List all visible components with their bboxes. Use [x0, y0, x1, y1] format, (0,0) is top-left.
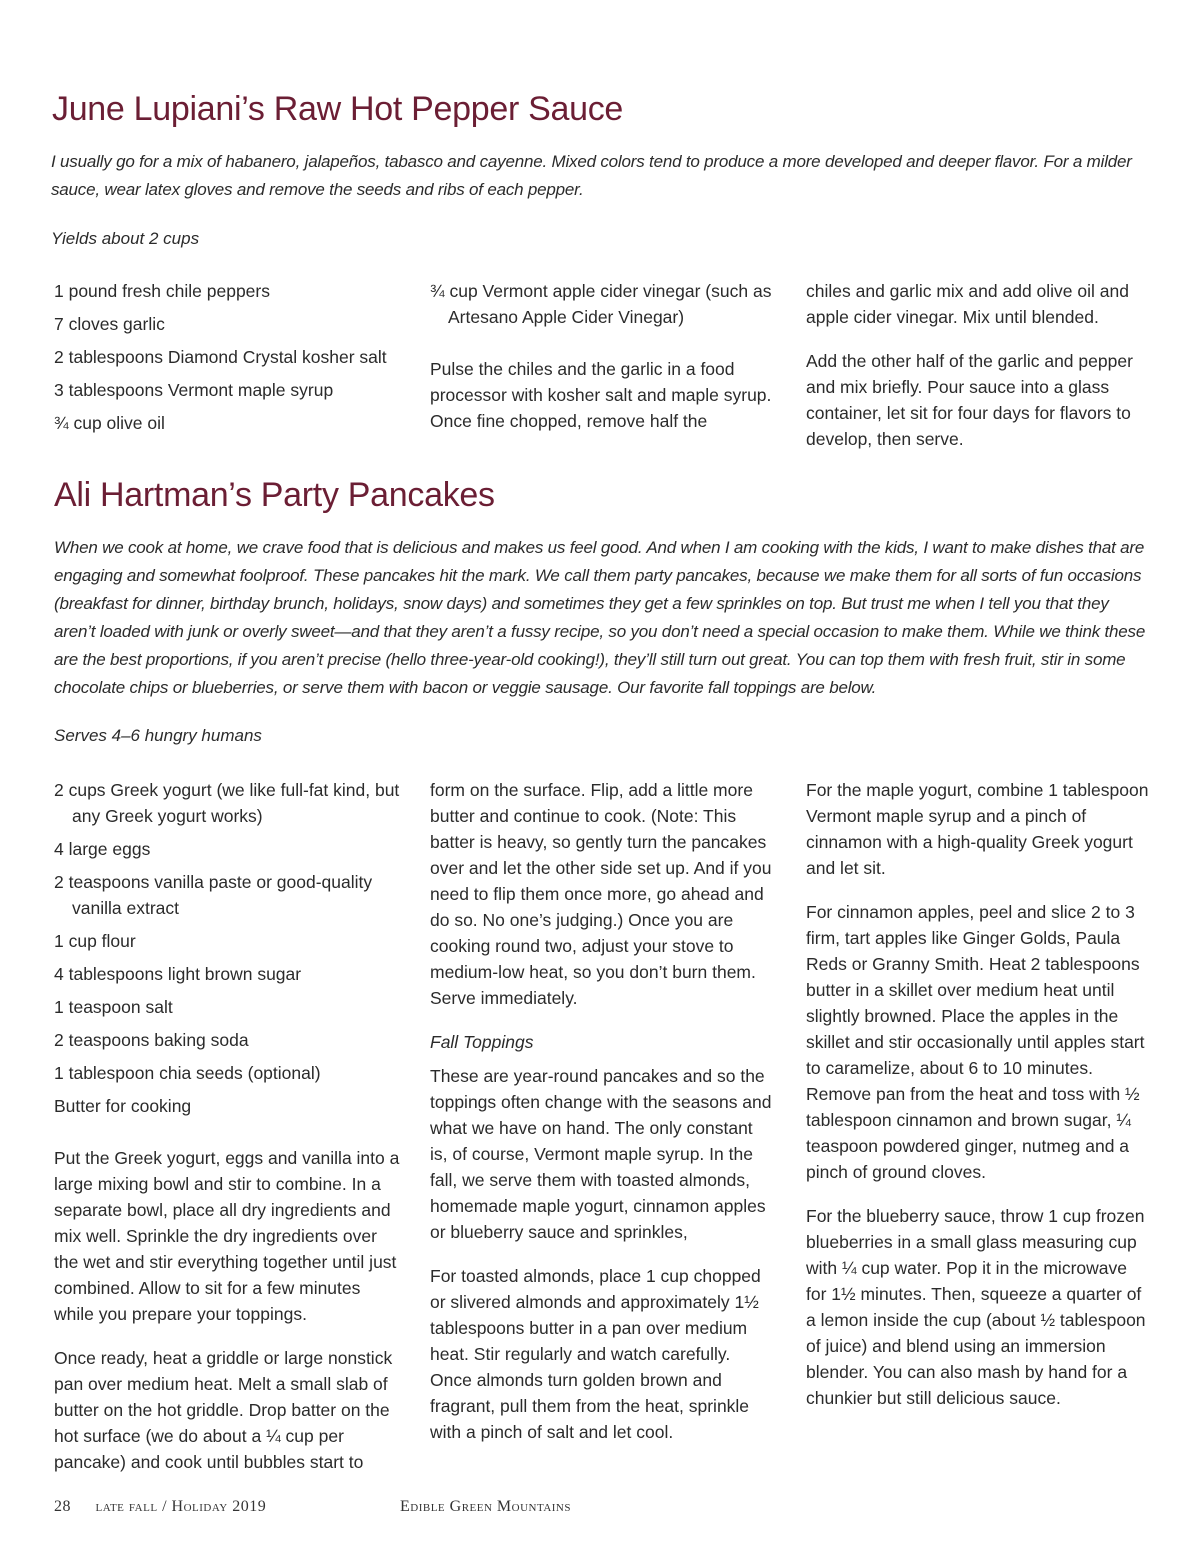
recipe2-intro: When we cook at home, we crave food that is delicious and makes us feel good. And when I am cooking with the kids, I want to make dishes that are engaging and somewhat foolproof. These pancakes hit the mark. We call them party pancakes, because we make them for all sorts of fun occasions (breakfast for dinner, birthday brunch, holidays, snow days) and sometimes they get a few sprinkles on top. But trust me when I tell you that they aren’t loaded with junk or overly sweet—and that they aren’t a fussy recipe, so you don’t need a special occasion to make them. While we think these are the best proportions, if you aren’t precise (hello three-year-old cooking!), they’ll still turn out great. You can top them with fresh fruit, stir in some chocolate chips or blueberries, or serve them with bacon or veggie sausage. Our favorite fall toppings are below.: [54, 538, 1146, 697]
direction-paragraph: form on the surface. Flip, add a little more butter and continue to cook. (Note: This batter is heavy, so gently turn the pancakes over and let the other side set up. And if you need to flip them once more, go ahead and do so. No one’s judging.) Once you are cooking round two, adjust your stove to medium-low heat, so you don’t burn them. Serve immediately.: [430, 780, 772, 1008]
topping-paragraph: For toasted almonds, place 1 cup chopped or slivered almonds and approximately 1½ tablespoons butter in a pan over medium heat. Stir regularly and watch carefully. Once almonds turn golden brown and fragrant, pull them from the heat, sprinkle with a pinch of salt and let cool.: [430, 1266, 761, 1442]
topping-paragraph: For cinnamon apples, peel and slice 2 to 3 firm, tart apples like Ginger Golds, Paula Reds or Granny Smith. Heat 2 tablespoons butter in a skillet over medium heat until slightly browned. Place the apples in the skillet and stir occasionally until apples start to caramelize, about 6 to 10 minutes. Remove pan from the heat and toss with ½ tablespoon cinnamon and brown sugar, ¼ teaspoon powdered ginger, nutmeg and a pinch of ground cloves.: [806, 902, 1145, 1182]
recipe2-ingredient-list: [54, 777, 404, 1119]
direction-paragraph: Add the other half of the garlic and pepper and mix briefly. Pour sauce into a glass container, let sit for four days for flavors to develop, then serve.: [806, 351, 1133, 449]
ingredient-item: Butter for cooking: [54, 1096, 192, 1116]
ingredient-item: 2 tablespoons Diamond Crystal kosher salt: [54, 347, 387, 367]
topping-paragraph: For the maple yogurt, combine 1 tablespoon Vermont maple syrup and a pinch of cinnamon with a high-quality Greek yogurt and let sit.: [806, 780, 1149, 878]
topping-paragraph: These are year-round pancakes and so the toppings often change with the seasons and what we have on hand. The only constant is, of course, Vermont maple syrup. In the fall, we serve them with toasted almonds, homemade maple yogurt, cinnamon apples or blueberry sauce and sprinkles,: [430, 1066, 772, 1242]
recipe1-ingredient-list-cont: [430, 278, 775, 330]
ingredient-item: 3 tablespoons Vermont maple syrup: [54, 380, 334, 400]
ingredient-item: ¾ cup olive oil: [54, 413, 165, 433]
ingredient-item: 2 cups Greek yogurt (we like full-fat kind, but any Greek yogurt works): [54, 780, 400, 826]
recipe1-col-1: [54, 278, 414, 443]
ingredient-item: ¾ cup Vermont apple cider vinegar (such as Artesano Apple Cider Vinegar): [430, 281, 772, 327]
ingredient-item: 1 teaspoon salt: [54, 997, 173, 1017]
ingredient-item: 1 cup flour: [54, 931, 136, 951]
page-number: 28: [54, 1498, 71, 1515]
recipe1-col-2: [430, 278, 775, 452]
direction-paragraph: chiles and garlic mix and add olive oil and apple cider vinegar. Mix until blended.: [806, 281, 1129, 327]
topping-paragraph: For the blueberry sauce, throw 1 cup frozen blueberries in a small glass measuring cup with ¼ cup water. Pop it in the microwave for 1½ minutes. Then, squeeze a quarter of a lemon inside the cup (about ½ tablespoon of juice) and blend using an immersion blender. You can also mash by hand for a chunkier but still delicious sauce.: [806, 1206, 1146, 1408]
recipe1-col-3: [806, 278, 1151, 470]
direction-paragraph: Put the Greek yogurt, eggs and vanilla into a large mixing bowl and stir to combine. In a separate bowl, place all dry ingredients and mix well. Sprinkle the dry ingredients over the wet and stir everything together until just combined. Allow to sit for a few minutes while you prepare your toppings.: [54, 1148, 400, 1324]
recipe2-col-2: [430, 777, 775, 1463]
ingredient-item: 1 tablespoon chia seeds (optional): [54, 1063, 321, 1083]
recipe1-intro: I usually go for a mix of habanero, jalapeños, tabasco and cayenne. Mixed colors tend to produce a more developed and deeper flavor. For a milder sauce, wear latex gloves and remove the seeds and ribs of each pepper.: [51, 152, 1132, 199]
ingredient-item: 7 cloves garlic: [54, 314, 165, 334]
ingredient-item: 4 large eggs: [54, 839, 151, 859]
recipe1-ingredient-list: [54, 278, 414, 436]
ingredient-item: 2 teaspoons vanilla paste or good-quality vanilla extract: [54, 872, 373, 918]
issue-label: late fall / Holiday 2019: [95, 1498, 267, 1515]
recipe1-yield: Yields about 2 cups: [51, 229, 200, 248]
recipe1-title: June Lupiani’s Raw Hot Pepper Sauce: [52, 90, 624, 128]
recipe2-yield: Serves 4–6 hungry humans: [54, 726, 262, 745]
recipe2-col-3: [806, 777, 1151, 1429]
page-footer: [54, 1498, 571, 1516]
ingredient-item: 2 teaspoons baking soda: [54, 1030, 249, 1050]
publication-name: Edible Green Mountains: [400, 1498, 571, 1515]
direction-paragraph: Pulse the chiles and the garlic in a food processor with kosher salt and maple syrup. Once fine chopped, remove half the: [430, 359, 772, 431]
recipe2-title: Ali Hartman’s Party Pancakes: [54, 476, 495, 514]
recipe2-col-1: [54, 777, 404, 1493]
ingredient-item: 1 pound fresh chile peppers: [54, 281, 270, 301]
toppings-heading: Fall Toppings: [430, 1032, 534, 1052]
ingredient-item: 4 tablespoons light brown sugar: [54, 964, 302, 984]
direction-paragraph: Once ready, heat a griddle or large nonstick pan over medium heat. Melt a small slab of butter on the hot griddle. Drop batter on the hot surface (we do about a ¼ cup per pancake) and cook until bubbles start to: [54, 1348, 393, 1472]
